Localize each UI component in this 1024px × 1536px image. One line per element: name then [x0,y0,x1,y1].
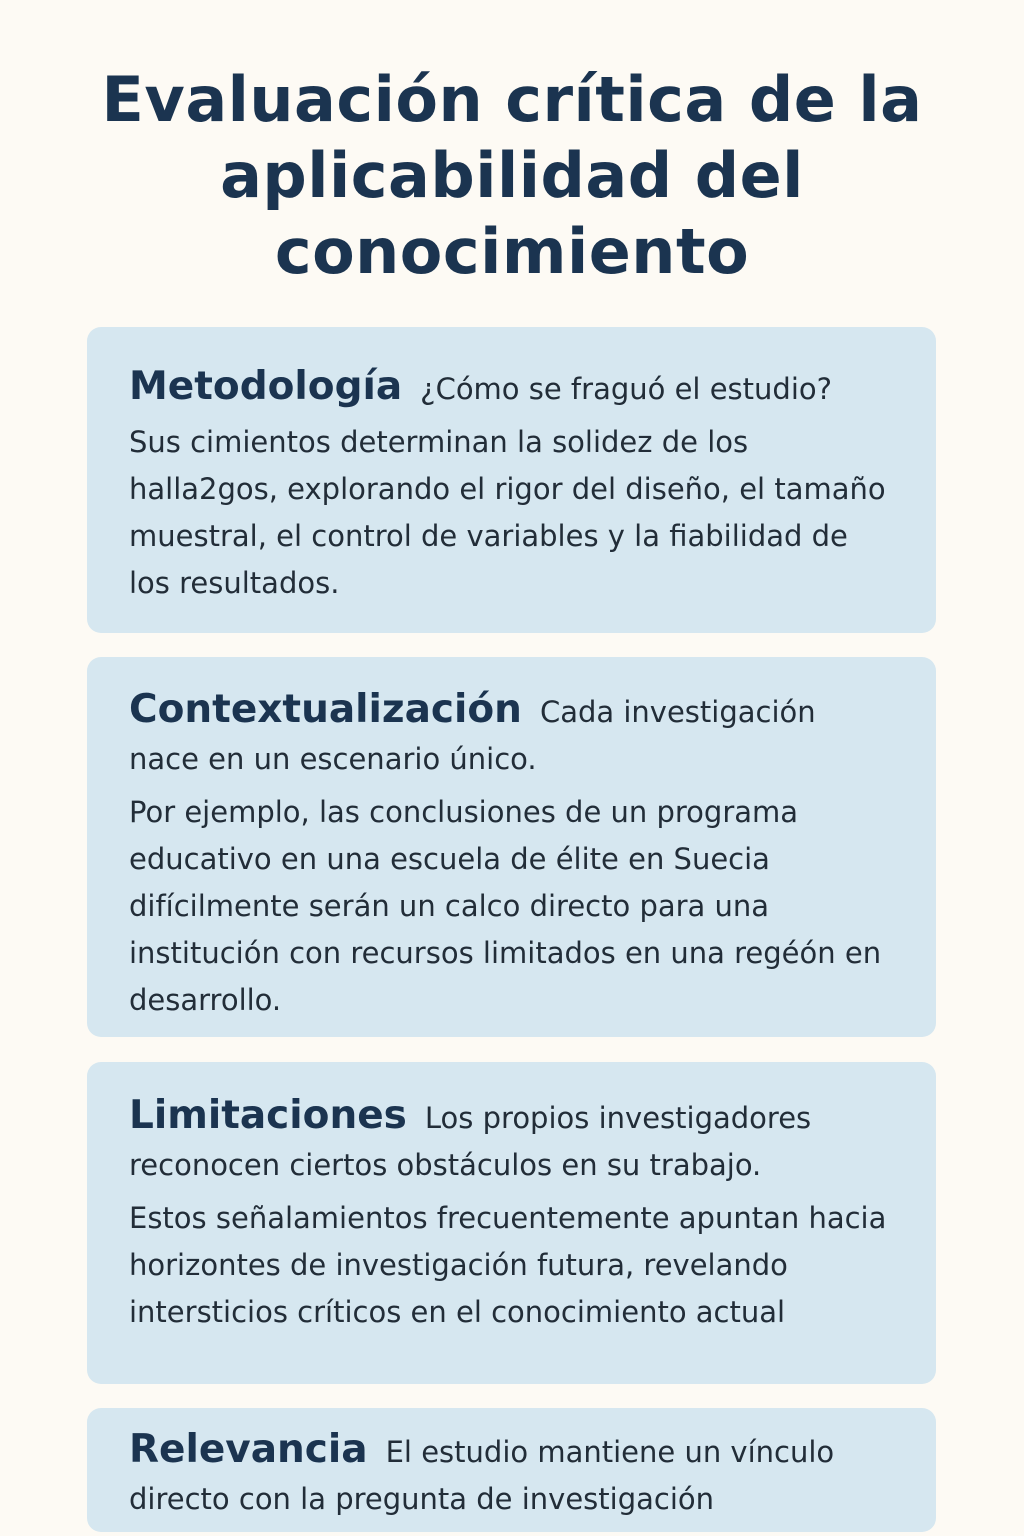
section-body: Estos señalamientos frecuentemente apuntan hacia horizontes de investigación futura, revelando intersticios críticos en el conocimiento actual [129,1201,887,1329]
section-intro [129,1092,894,1189]
section-lead: El estudio mantiene un vínculo directo con la pregunta de investigación [129,1435,835,1516]
section-intro [129,686,894,783]
section-heading: Metodología [129,364,403,409]
section-card-relevancia [87,1408,936,1532]
section-heading: Relevancia [129,1427,368,1472]
section-intro [129,1426,894,1523]
section-card-metodologia [87,327,936,633]
section-card-contextualizacion [87,657,936,1037]
section-heading: Contextualización [129,687,522,732]
section-body: Sus cimientos determinan la solidez de los halla2gos, explorando el rigor del diseño, el tamaño muestral, el control de variables y la fiabilidad de los resultados. [129,425,886,600]
section-heading: Limitaciones [129,1093,407,1138]
section-lead: Los propios investigadores reconocen ciertos obstáculos en su trabajo. [129,1101,812,1182]
section-lead: ¿Cómo se fraguó el estudio? [420,372,833,406]
section-intro [129,363,894,413]
section-body: Por ejemplo, las conclusiones de un programa educativo en una escuela de élite en Suecia difícilmente serán un calco directo para una institución con recursos limitados en una regéón en desarrollo. [129,795,882,1017]
section-lead: Cada investigación nace en un escenario único. [129,695,816,776]
section-card-limitaciones [87,1062,936,1384]
page-title: Evaluación crítica de la aplicabilidad del conocimiento [101,63,923,288]
